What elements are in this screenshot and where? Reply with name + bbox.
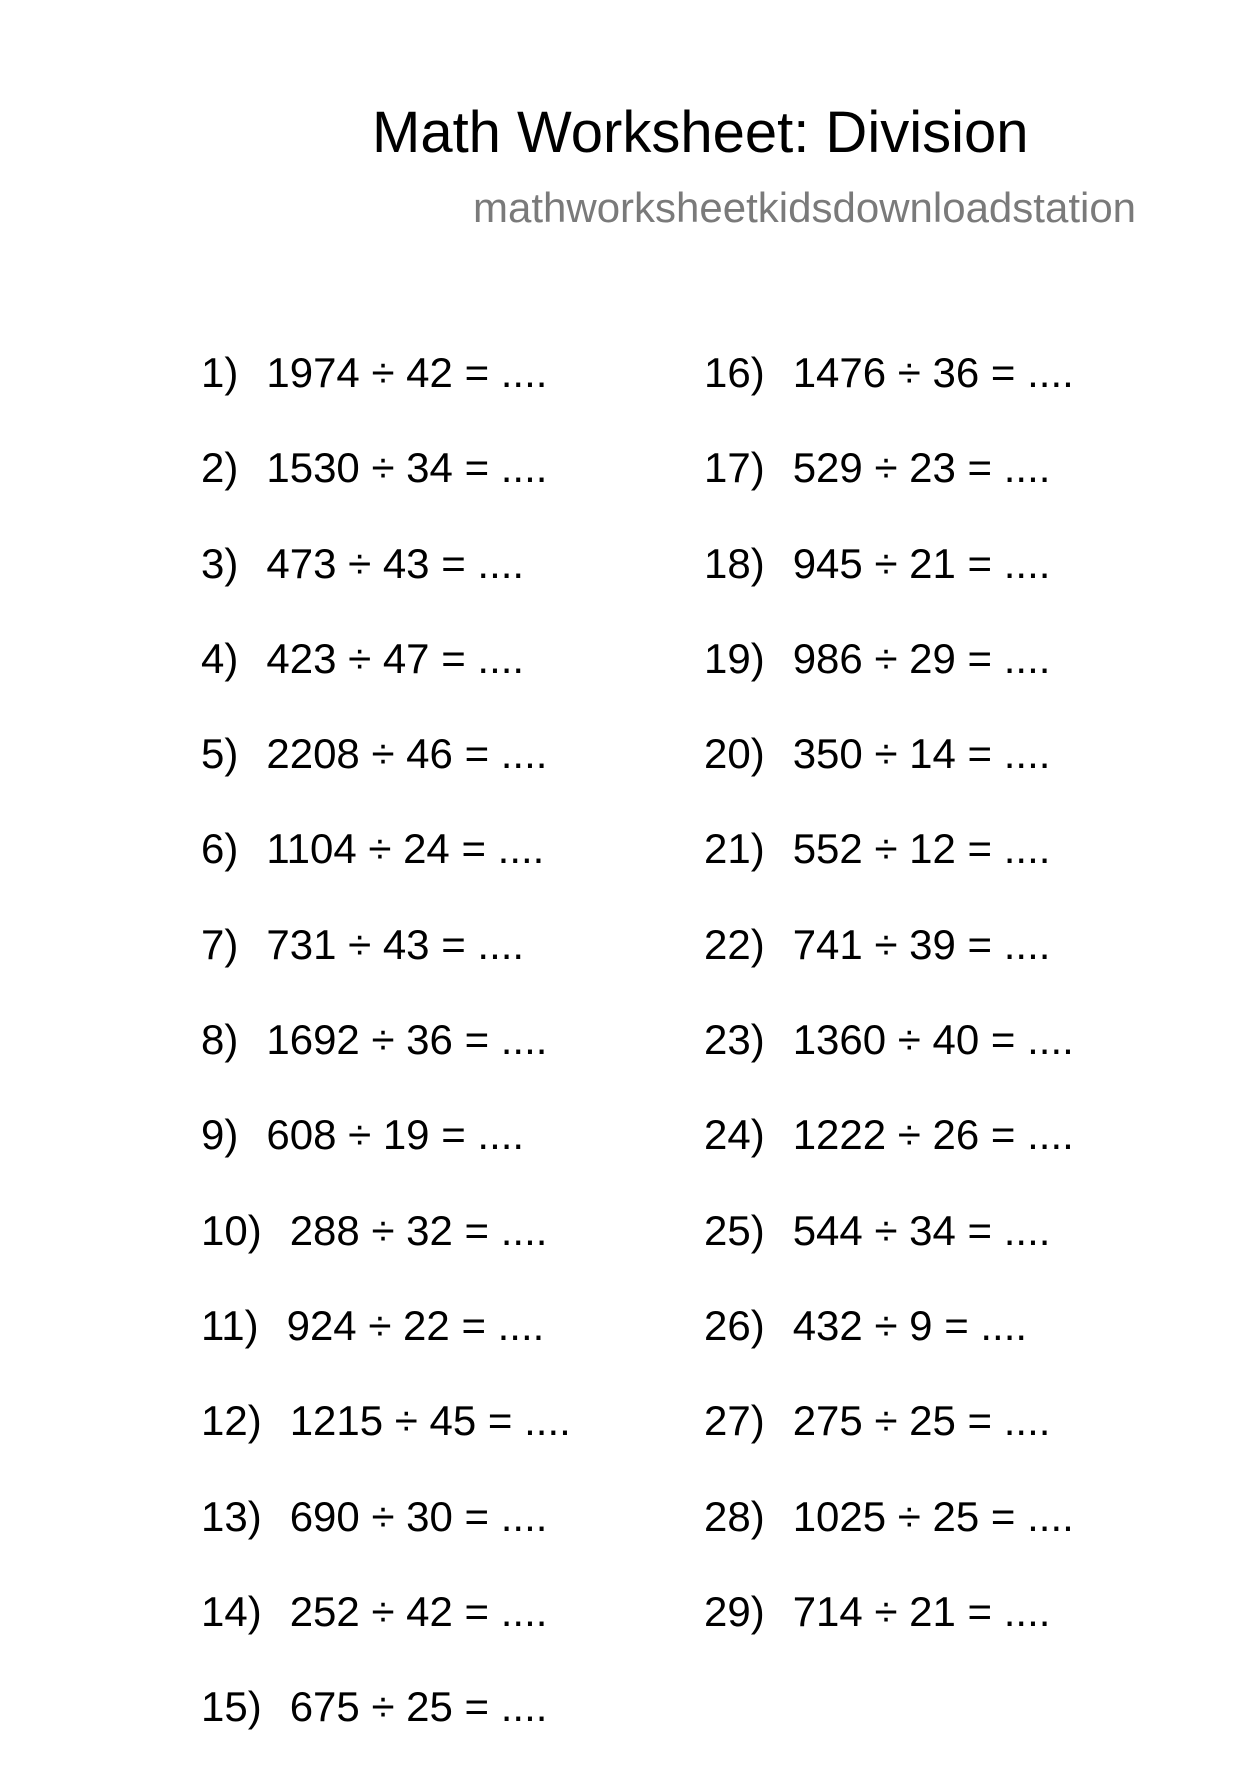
problem-expression: 714 ÷ 21 = .... <box>792 1587 1051 1635</box>
problem-expression: 544 ÷ 34 = .... <box>792 1206 1051 1254</box>
problem-item <box>201 634 571 729</box>
problem-item <box>201 348 571 443</box>
problem-expression: 690 ÷ 30 = .... <box>289 1492 548 1540</box>
problem-item <box>201 443 571 538</box>
problem-expression: 608 ÷ 19 = .... <box>266 1111 525 1159</box>
problem-number: 8) <box>201 1016 239 1064</box>
problem-expression: 423 ÷ 47 = .... <box>266 634 525 682</box>
problem-number: 1) <box>201 349 239 396</box>
problem-column-left <box>201 348 571 1777</box>
problem-expression: 1476 ÷ 36 = .... <box>792 349 1074 396</box>
problem-expression: 924 ÷ 22 = .... <box>286 1301 545 1349</box>
problem-expression: 552 ÷ 12 = .... <box>792 825 1051 873</box>
problem-item <box>704 1301 1074 1396</box>
problem-number: 2) <box>201 444 239 492</box>
problem-item <box>201 1301 571 1396</box>
problem-number: 6) <box>201 825 239 873</box>
problem-number: 29) <box>704 1587 765 1635</box>
problem-number: 13) <box>201 1492 262 1540</box>
problem-item <box>704 920 1074 1015</box>
problem-number: 11) <box>201 1301 259 1349</box>
problem-expression: 1222 ÷ 26 = .... <box>792 1111 1074 1159</box>
problem-number: 26) <box>704 1301 765 1349</box>
problem-item <box>201 824 571 919</box>
problem-number: 23) <box>704 1016 765 1064</box>
problem-item <box>201 1587 571 1682</box>
problem-item <box>201 1206 571 1301</box>
problem-item <box>704 1587 1074 1682</box>
problem-item <box>704 1015 1074 1110</box>
problem-item <box>704 1110 1074 1205</box>
site-watermark: mathworksheetkidsdownloadstation <box>473 184 1137 231</box>
problem-expression: 432 ÷ 9 = .... <box>792 1301 1028 1349</box>
problem-expression: 1692 ÷ 36 = .... <box>266 1016 548 1064</box>
problem-item <box>201 729 571 824</box>
problem-expression: 275 ÷ 25 = .... <box>792 1397 1051 1445</box>
problem-number: 15) <box>201 1683 262 1731</box>
problem-expression: 529 ÷ 23 = .... <box>792 444 1051 492</box>
problem-item <box>201 1015 571 1110</box>
problem-expression: 1025 ÷ 25 = .... <box>792 1492 1074 1540</box>
problem-expression: 986 ÷ 29 = .... <box>792 634 1051 682</box>
problem-item <box>704 1206 1074 1301</box>
problem-number: 16) <box>704 349 765 396</box>
problem-expression: 1360 ÷ 40 = .... <box>792 1016 1074 1064</box>
problem-item <box>704 1396 1074 1491</box>
problem-expression: 1974 ÷ 42 = .... <box>266 349 548 396</box>
problem-item <box>201 1682 571 1777</box>
problem-number: 9) <box>201 1111 239 1159</box>
problem-number: 17) <box>704 444 765 492</box>
problem-number: 4) <box>201 634 239 682</box>
problem-expression: 473 ÷ 43 = .... <box>266 539 525 587</box>
problem-expression: 1530 ÷ 34 = .... <box>266 444 548 492</box>
problem-expression: 252 ÷ 42 = .... <box>289 1587 548 1635</box>
problem-expression: 350 ÷ 14 = .... <box>792 730 1051 778</box>
problem-item <box>201 1492 571 1587</box>
problem-item <box>704 348 1074 443</box>
problem-column-right <box>704 348 1074 1682</box>
problem-number: 5) <box>201 730 239 778</box>
problem-item <box>201 1110 571 1205</box>
problem-item <box>704 1492 1074 1587</box>
problem-number: 22) <box>704 920 765 968</box>
problem-number: 28) <box>704 1492 765 1540</box>
problem-expression: 1215 ÷ 45 = .... <box>289 1397 571 1445</box>
problem-expression: 2208 ÷ 46 = .... <box>266 730 548 778</box>
problem-expression: 288 ÷ 32 = .... <box>289 1206 548 1254</box>
problem-expression: 741 ÷ 39 = .... <box>792 920 1051 968</box>
problem-item <box>704 824 1074 919</box>
problem-number: 18) <box>704 539 765 587</box>
page-title: Math Worksheet: Division <box>372 100 1029 165</box>
problem-item <box>704 729 1074 824</box>
problem-item <box>201 539 571 634</box>
problem-expression: 675 ÷ 25 = .... <box>289 1683 548 1731</box>
problem-expression: 1104 ÷ 24 = .... <box>266 825 545 873</box>
problem-expression: 945 ÷ 21 = .... <box>792 539 1051 587</box>
problem-number: 24) <box>704 1111 765 1159</box>
problem-number: 20) <box>704 730 765 778</box>
problem-number: 27) <box>704 1397 765 1445</box>
problem-number: 10) <box>201 1206 262 1254</box>
problem-number: 7) <box>201 920 239 968</box>
problem-item <box>201 1396 571 1491</box>
problem-expression: 731 ÷ 43 = .... <box>266 920 525 968</box>
problem-item <box>201 920 571 1015</box>
problem-number: 25) <box>704 1206 765 1254</box>
problem-number: 21) <box>704 825 765 873</box>
problem-item <box>704 443 1074 538</box>
problem-number: 3) <box>201 539 239 587</box>
problem-number: 12) <box>201 1397 262 1445</box>
problem-number: 19) <box>704 634 765 682</box>
problem-item <box>704 634 1074 729</box>
problem-item <box>704 539 1074 634</box>
problem-number: 14) <box>201 1587 262 1635</box>
